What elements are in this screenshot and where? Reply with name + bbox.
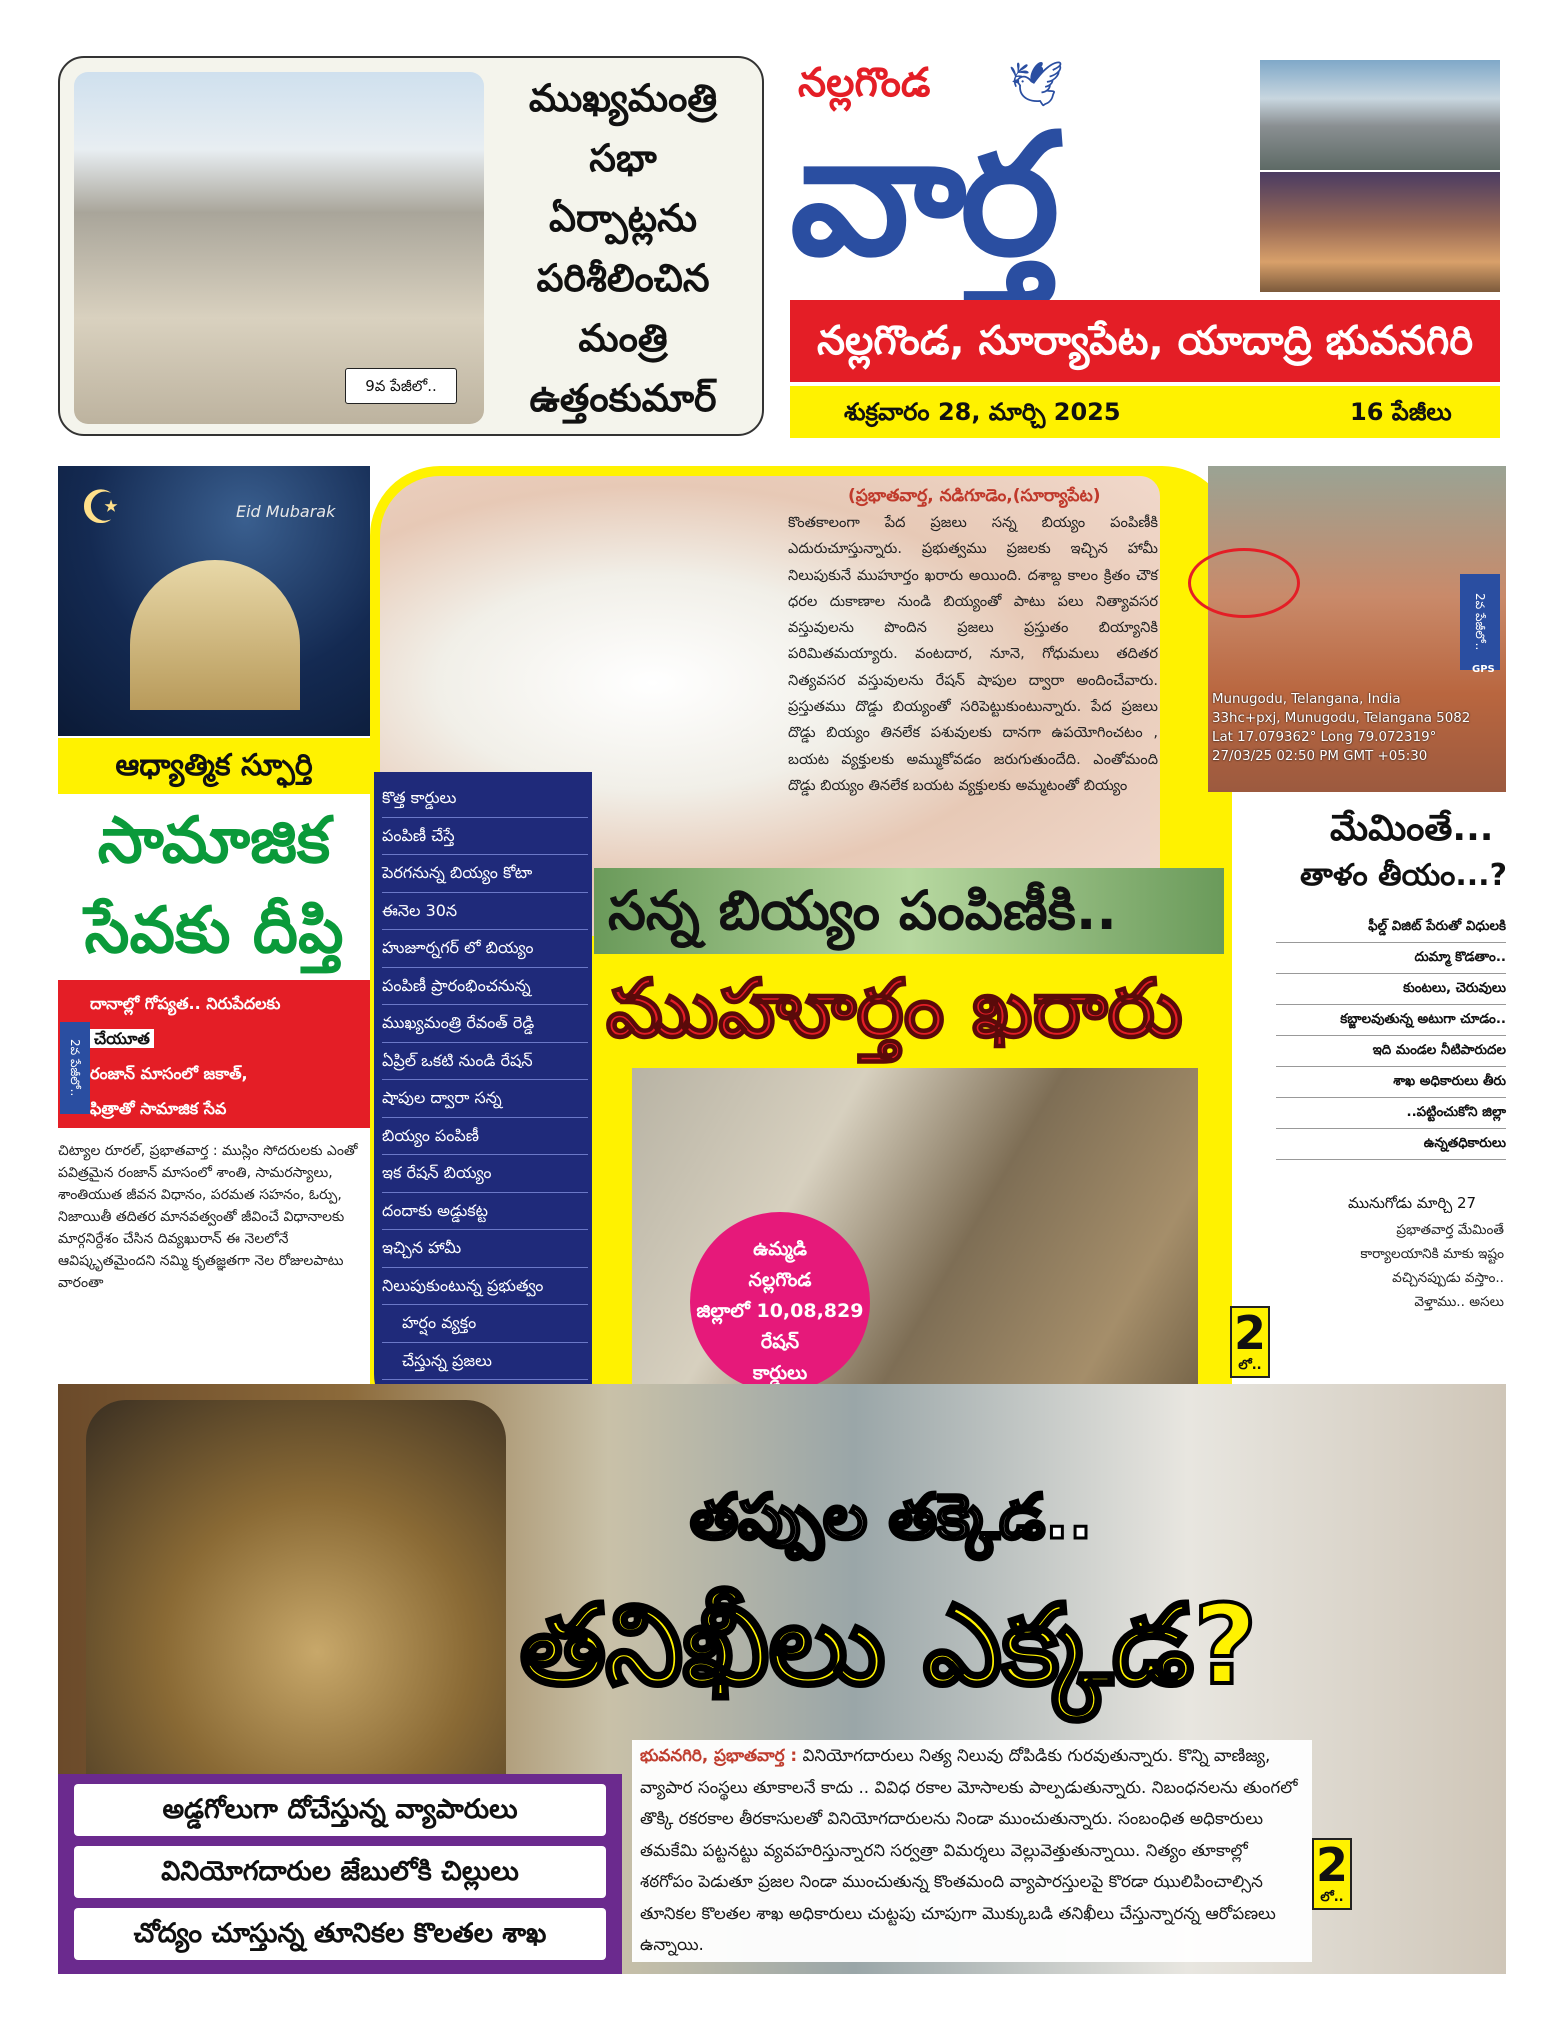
- bullet-item: చేస్తున్న ప్రజలు: [382, 1343, 588, 1381]
- left-subhead: ఫిత్రాతో సామాజిక సేవ: [90, 1099, 227, 1118]
- left-continue-tab[interactable]: 2వ పేజీలో..: [60, 1022, 90, 1114]
- gps-line: 33hc+pxj, Munugodu, Telangana 5082: [1212, 711, 1471, 726]
- feature-headline-1[interactable]: సన్న బియ్యం పంపిణీకి..: [608, 879, 1117, 942]
- issue-date: శుక్రవారం 28, మార్చి 2025: [844, 398, 1121, 426]
- left-headline-line-2: సేవకు దీప్తి: [84, 894, 344, 968]
- right-continue-tab[interactable]: 2వ పేజీలో..: [1460, 574, 1500, 670]
- gps-stamp: [1212, 690, 1502, 766]
- teaser-line: ఉత్తంకుమార్: [529, 376, 717, 420]
- bullet-item: ఇచ్చిన హామీ: [382, 1230, 588, 1268]
- left-story-body: చిట్యాల రూరల్, ప్రభాతవార్త : ముస్లిం సోదరులకు ఎంతో పవిత్రమైన రంజాన్ మాసంలో శాంతి, సామరస్యాలు, శాంతియుత జీవన విధానం, పరమత సహనం, ఓర్పు, నిజాయితీ తదితర మానవత్వంతో జీవించే విధానాలకు మార్గనిర్దేశం చేసిన దివ్యఖురాన్ ఈ నెలలోనే ఆవిష్కృతమైందని నమ్మి కృతజ్ఞతగా నెల రోజులపాటు వారంతా: [58, 1143, 358, 1291]
- bottom-byline: భువనగిరి, ప్రభాతవార్త :: [640, 1745, 798, 1765]
- left-headline-line-1: సామాజిక: [97, 804, 331, 878]
- feature-byline: (ప్రభాతవార్త, నడిగూడెం,(సూర్యాపేట): [848, 486, 1101, 506]
- bullet-item: నిలుపుకుంటున్న ప్రభుత్వం: [382, 1268, 588, 1306]
- bullet-item: పంపిణీ ప్రారంభించనున్న: [382, 968, 588, 1006]
- continue-page-suffix: లో..: [1238, 1358, 1262, 1373]
- ration-card-count-badge: [690, 1212, 870, 1392]
- masthead-dateline: [790, 386, 1500, 438]
- badge-line: జిల్లాలో 10,08,829: [696, 1300, 864, 1322]
- bullet-item: బియ్యం పంపిణీ: [382, 1118, 588, 1156]
- right-headline-2[interactable]: తాళం తీయం...?: [1300, 858, 1507, 893]
- bullet-item: ఏప్రిల్ ఒకటి నుండి రేషన్: [382, 1043, 588, 1081]
- teaser-line: పరిశీలించిన: [536, 256, 710, 300]
- right-point: కుంటలు, చెరువులు: [1276, 974, 1506, 1005]
- right-dateline: మునుగోడు మార్చి 27: [1348, 1194, 1477, 1212]
- eid-greeting: Eid Mubarak: [236, 502, 336, 521]
- right-point: శాఖ అధికారులు తీరు: [1276, 1067, 1506, 1098]
- masthead-districts: నల్లగొండ, సూర్యాపేట, యాదాద్రి భువనగిరి: [790, 300, 1500, 382]
- feature-bullets: [382, 780, 588, 1380]
- continue-page-number: 2: [1233, 1306, 1266, 1360]
- masthead-city: నల్లగొండ: [798, 60, 931, 106]
- teaser-line: సభా: [589, 136, 657, 180]
- left-subhead: దానాల్లో గోప్యత.. నిరుపేదలకు: [90, 994, 281, 1013]
- bullet-item: ఇక రేషన్ బియ్యం: [382, 1155, 588, 1193]
- bottom-points: [74, 1784, 606, 1970]
- masthead-brand-logo: వార్త: [790, 97, 1054, 293]
- page-count: 16 పేజీలు: [1350, 398, 1452, 426]
- left-subheads: [90, 986, 366, 1126]
- continue-page-number: 2: [1315, 1838, 1348, 1892]
- badge-line: కార్డులు: [752, 1362, 808, 1384]
- teaser-headline[interactable]: [488, 68, 758, 428]
- teaser-line: మంత్రి: [578, 316, 668, 360]
- bottom-point: అడ్డగోలుగా దోచేస్తున్న వ్యాపారులు: [74, 1784, 606, 1836]
- bottom-point: వినియోగదారుల జేబులోకి చిల్లులు: [74, 1846, 606, 1898]
- dove-logo-icon: 🕊: [1008, 59, 1064, 110]
- bullet-item: పెరగనున్న బియ్యం కోటా: [382, 855, 588, 893]
- bullet-item: హుజూర్నగర్ లో బియ్యం: [382, 930, 588, 968]
- left-story-headline[interactable]: [58, 796, 370, 978]
- right-point: కబ్జాలవుతున్న అటుగా చూడం..: [1276, 1005, 1506, 1036]
- bullet-item: ముఖ్యమంత్రి రేవంత్ రెడ్డి: [382, 1005, 588, 1043]
- right-headline-1[interactable]: మేమింతే...: [1330, 808, 1494, 849]
- right-story-body: ప్రభాతవార్త మేమింతే కార్యాలయానికి మాకు ఇష్టం వచ్చినప్పుడు వస్తాం.. వెళ్తాము.. అసలు: [1360, 1222, 1504, 1310]
- bullet-item: షాపుల ద్వారా సన్న: [382, 1080, 588, 1118]
- right-point: దుమ్మా కొడతాం..: [1276, 943, 1506, 974]
- right-point: ఉన్నతధికారులు: [1276, 1129, 1506, 1160]
- old-scale-photo: [86, 1400, 506, 1820]
- bottom-headline-1[interactable]: తప్పుల తక్కెడ..: [690, 1480, 1093, 1553]
- bullet-item: దందాకు అడ్డుకట్ట: [382, 1193, 588, 1231]
- teaser-line: ఏర్పాట్లను: [549, 196, 697, 240]
- bullet-item: కొత్త కార్డులు: [382, 780, 588, 818]
- bullet-item: పంపిణీ చేస్తే: [382, 818, 588, 856]
- gps-line: Munugodu, Telangana, India: [1212, 692, 1401, 707]
- temple-photo: [1260, 172, 1500, 292]
- bottom-story-text: [632, 1740, 1312, 1962]
- teaser-line: ముఖ్యమంత్రి: [528, 76, 718, 120]
- gps-line: 27/03/25 02:50 PM GMT +05:30: [1212, 749, 1428, 764]
- right-point: ..పట్టించుకోని జిల్లా: [1276, 1098, 1506, 1129]
- bottom-headline-2[interactable]: తనిఖీలు ఎక్కడ?: [520, 1581, 1258, 1709]
- bottom-point: చోద్యం చూస్తున్న తూనికల కొలతల శాఖ: [74, 1908, 606, 1960]
- feature-story-text: కొంతకాలంగా పేద ప్రజలు సన్న బియ్యం పంపిణీకి ఎదురుచూస్తున్నారు. ప్రభుత్వము ప్రజలకు ఇచ్చిన హామీ నిలుపుకునే ముహూర్తం ఖరారు అయింది. దశాబ్ద కాలం క్రితం చౌక ధరల దుకాణాల నుండి బియ్యంతో పాటు పలు నిత్యావసర వస్తువులను పొందిన ప్రజలు ప్రస్తుతం బియ్యానికి పరిమితమయ్యారు. వంటదార, నూనె, గోధుమలు తదితర నిత్యవసర వస్తువులను రేషన్ షాపుల ద్వారా అందించేవారు. ప్రస్తుతము దొడ్డు బియ్యంతో సరిపెట్టుకుంటున్నారు. పేద ప్రజలు దొడ్డు బియ్యం తినలేక పశువులకు దానగా ఉపయోగించటం , బయట వ్యక్తులకు అమ్ముకోవడం జరుగుతుందేది. ఎంతోమంది దొడ్డు బియ్యం తినలేక బయట వ్యక్తులకు అమ్మటంతో బియ్యం: [788, 514, 1158, 794]
- bottom-continue-page[interactable]: [1312, 1838, 1352, 1910]
- continue-page-suffix: లో..: [1320, 1890, 1344, 1905]
- feature-continue-page[interactable]: [1230, 1306, 1270, 1378]
- right-point: ఫీల్డ్ విజిట్ పేరుతో విధులకి: [1276, 912, 1506, 943]
- right-points: [1276, 912, 1506, 1160]
- gps-line: Lat 17.079362° Long 79.072319°: [1212, 730, 1437, 745]
- dam-photo: [1260, 60, 1500, 170]
- badge-line: నల్లగొండ: [748, 1269, 812, 1291]
- bullet-item: హర్షం వ్యక్తం: [382, 1305, 588, 1343]
- top-teaser-box[interactable]: [58, 56, 764, 436]
- left-story-kicker: ఆధ్యాత్మిక స్ఫూర్తి: [58, 738, 370, 794]
- bullet-item: ఈనెల 30న: [382, 893, 588, 931]
- left-subhead: రంజాన్ మాసంలో జకాత్,: [90, 1064, 248, 1083]
- bottom-story-body: వినియోగదారులు నిత్య నిలువు దోపిడికు గురవుతున్నారు. కొన్ని వాణిజ్య, వ్యాపార సంస్థలు తూకాలనే కాదు .. వివిధ రకాల మోసాలకు పాల్పడుతున్నారు. నిబంధనలను తుంగలో తొక్కి రకరకాల తీరకాసులతో వినియోగదారులను నిండా ముంచుతున్నారు. సంబంధిత అధికారులు తమకేమి పట్టనట్టు వ్యవహరిస్తున్నారని సర్వత్రా విమర్శలు వెల్లువెత్తుతున్నాయి. నిత్యం తూకాల్లో శఠగోపం పెడుతూ ప్రజల నిండా ముంచుతున్న కొంతమంది వ్యాపారస్తులపై కొరడా ఝులిపించాల్సిన తూనికల కొలతల శాఖ అధికారులు చుట్టపు చూపుగా మొక్కుబడి తనిఖీలు చేస్తున్నారన్న ఆరోపణలు ఉన్నాయి.: [640, 1745, 1298, 1954]
- badge-line: ఉమ్మడి: [753, 1238, 807, 1260]
- badge-line: రేషన్: [760, 1331, 800, 1353]
- lock-highlight-circle: [1188, 548, 1300, 618]
- right-point: ఇది మండల నీటిపారుదల: [1276, 1036, 1506, 1067]
- left-subhead: చేయూత: [90, 1029, 154, 1048]
- feature-headline-2[interactable]: ముహూర్తం ఖరారు: [606, 962, 1183, 1055]
- gps-label: GPS: [1472, 664, 1495, 675]
- crescent-moon-icon: ☪: [80, 480, 122, 534]
- teaser-page-ref[interactable]: 9వ పేజీలో..: [345, 368, 457, 404]
